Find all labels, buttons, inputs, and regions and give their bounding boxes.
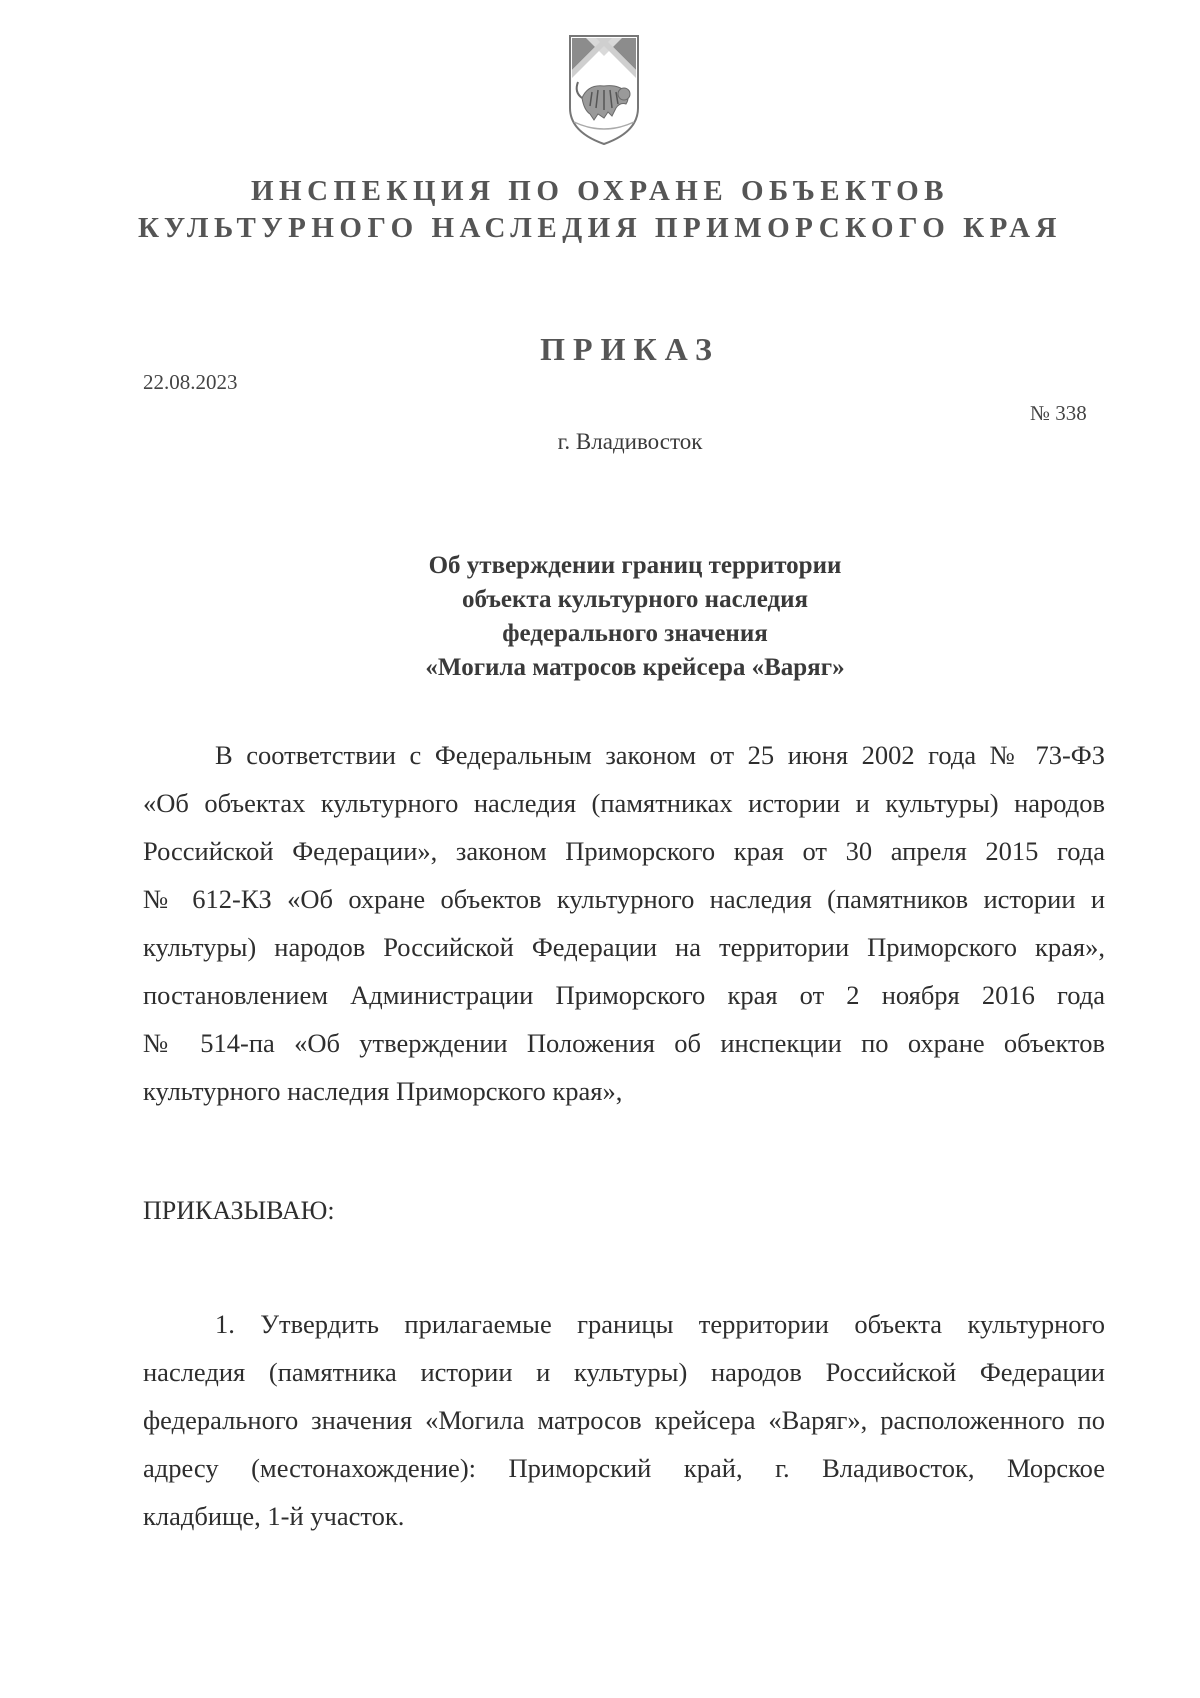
preamble-line: «Об объектах культурного наследия (памятниках истории и культуры) народов [143,788,1105,818]
subject-line-4: «Могила матросов крейсера «Варяг» [425,654,845,681]
order-date: 22.08.2023 [143,370,238,394]
subject-line-3: федерального значения [502,620,768,647]
preamble-line: культурного наследия Приморского края», [143,1076,623,1106]
preamble-line: № 514-па «Об утверждении Положения об инспекции по охране объектов [143,1028,1105,1058]
preamble-line: постановлением Администрации Приморского края от 2 ноября 2016 года [143,980,1105,1010]
order-city: г. Владивосток [557,429,703,454]
item-1-line: 1. Утвердить прилагаемые границы территории объекта культурного [215,1309,1105,1339]
document-title: ПРИКАЗ [540,331,720,367]
order-subject [0,549,1200,685]
item-1-line: федерального значения «Могила матросов крейсера «Варяг», расположенного по [143,1405,1105,1435]
item-1-paragraph [143,1300,1105,1540]
subject-line-2: объекта культурного наследия [461,586,809,613]
coat-of-arms-icon [564,32,644,150]
preamble-paragraph [143,731,1105,1115]
subject-line-1: Об утверждении границ территории [428,552,842,579]
order-number: № 338 [1030,401,1087,425]
preamble-line: № 612-КЗ «Об охране объектов культурного наследия (памятников истории и [143,884,1105,914]
org-name-line-1: ИНСПЕКЦИЯ ПО ОХРАНЕ ОБЪЕКТОВ [250,175,950,207]
item-1-line: кладбище, 1-й участок. [143,1501,405,1531]
preamble-line: культуры) народов Российской Федерации на территории Приморского края», [143,932,1105,962]
item-1-line: адресу (местонахождение): Приморский край, г. Владивосток, Морское [143,1453,1105,1483]
org-name-line-2: КУЛЬТУРНОГО НАСЛЕДИЯ ПРИМОРСКОГО КРАЯ [137,212,1062,244]
directive-heading: ПРИКАЗЫВАЮ: [143,1196,335,1225]
item-1-line: наследия (памятника истории и культуры) народов Российской Федерации [143,1357,1105,1387]
preamble-line: В соответствии с Федеральным законом от 25 июня 2002 года № 73-ФЗ [215,740,1105,770]
preamble-line: Российской Федерации», законом Приморского края от 30 апреля 2015 года [143,836,1105,866]
